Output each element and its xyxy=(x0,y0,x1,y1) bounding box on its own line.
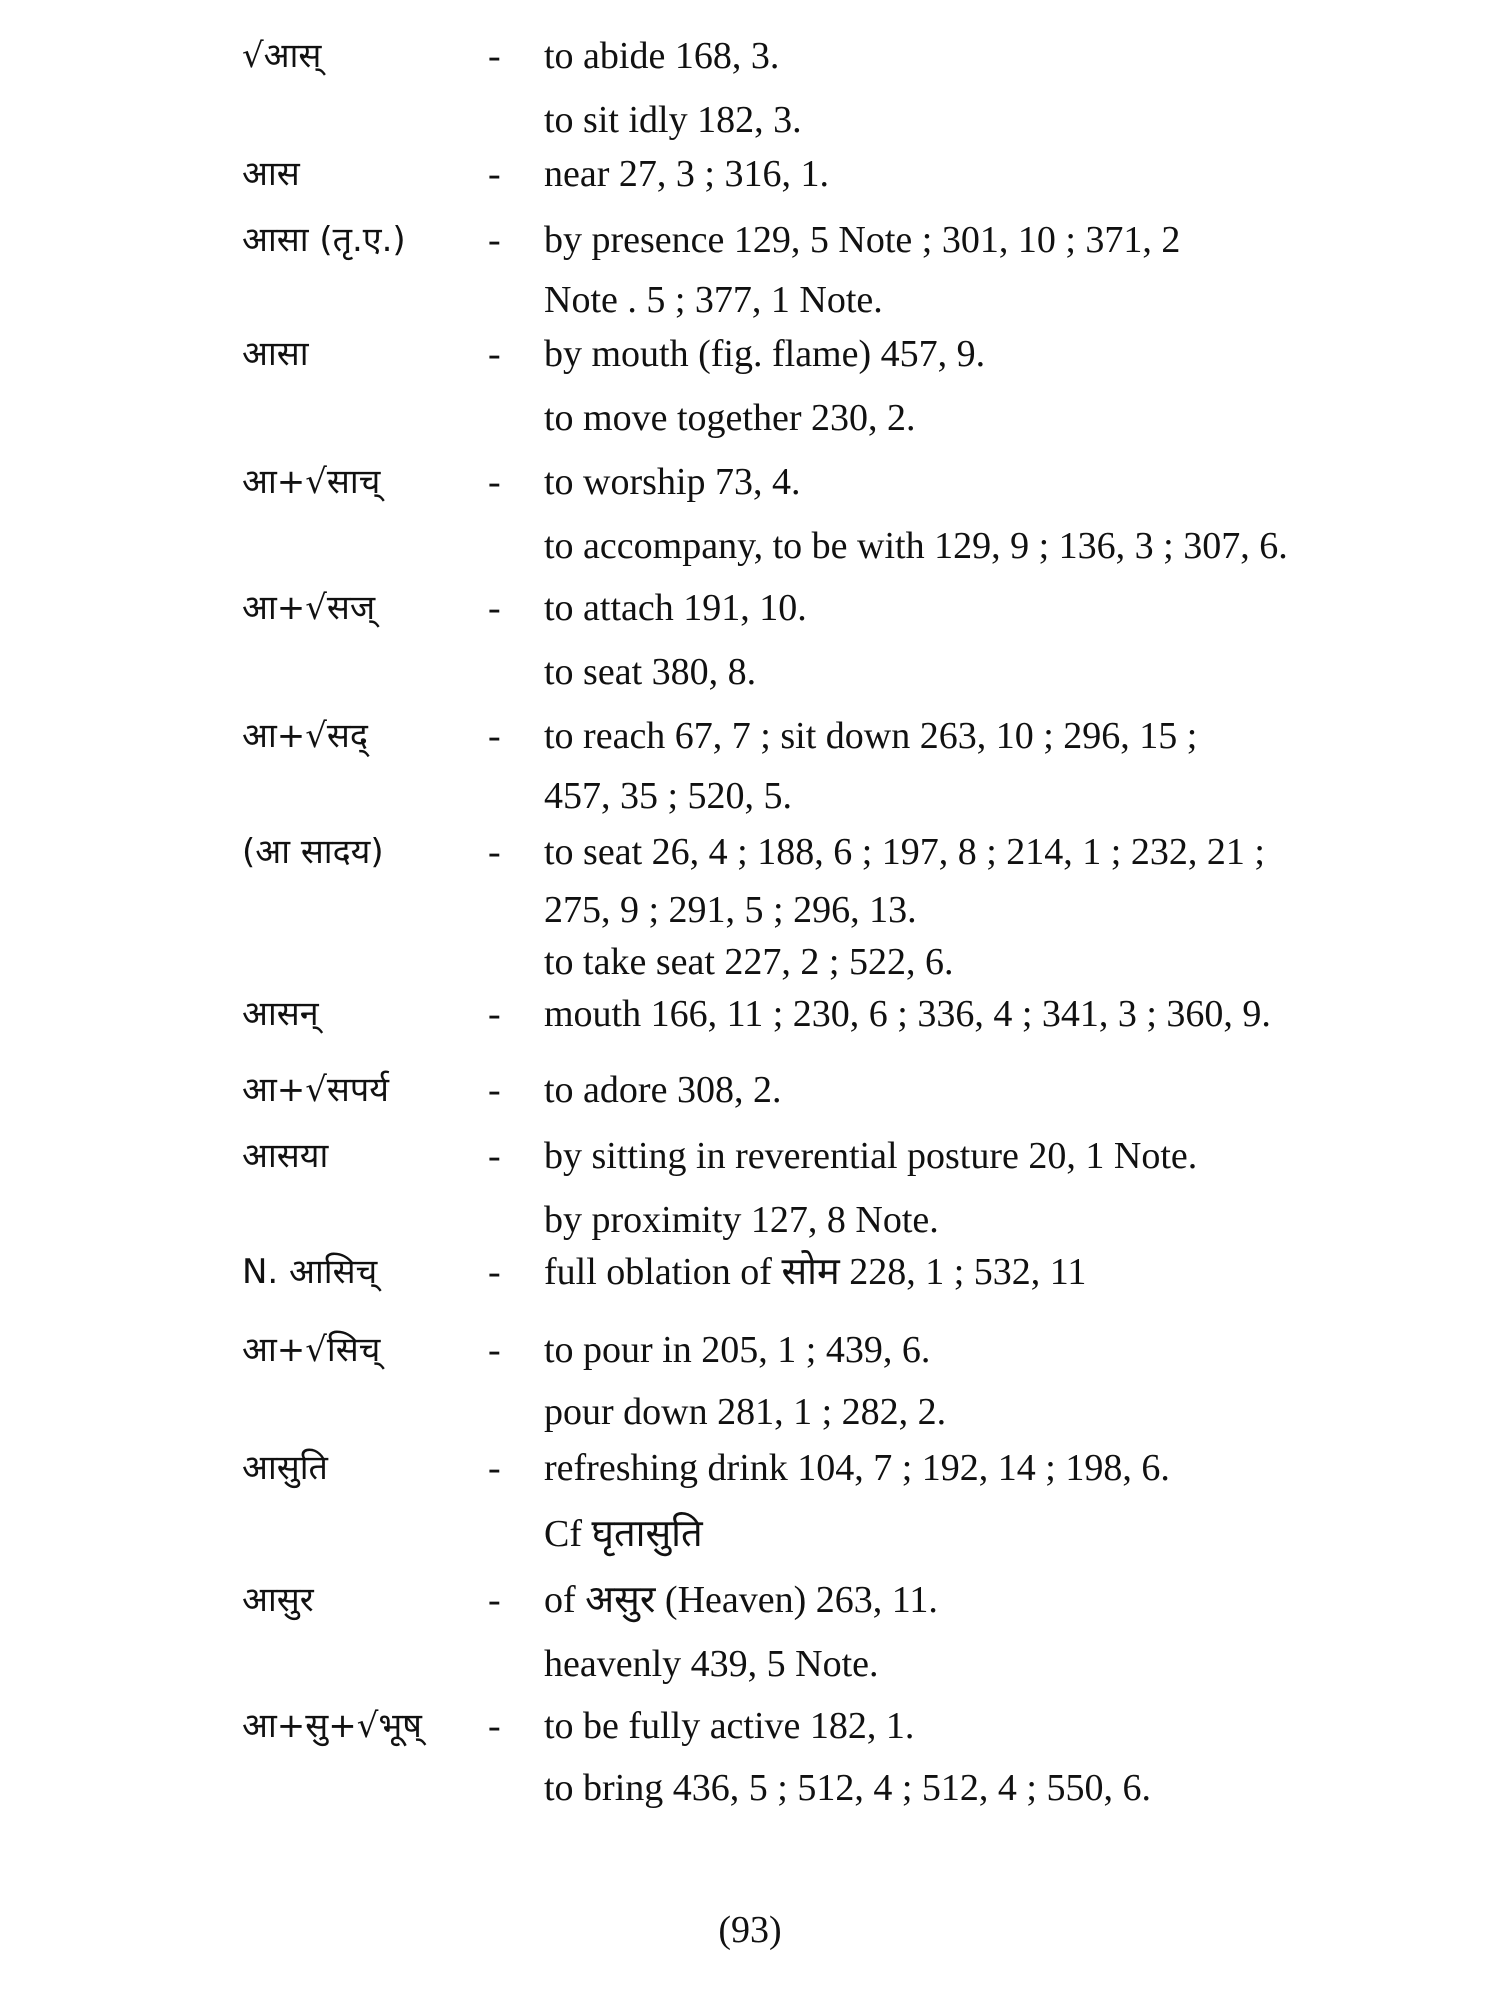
entry-sense: to worship 73, 4. xyxy=(544,461,801,503)
entry-sense: to accompany, to be with 129, 9 ; 136, 3 ; 307, 6. xyxy=(544,525,1288,567)
entry-dash: - xyxy=(488,831,501,873)
entry-dash: - xyxy=(488,1579,501,1621)
entry-sense: of असुर (Heaven) 263, 11. xyxy=(544,1579,938,1621)
entry-headword: आ+√सिच् xyxy=(242,1330,381,1370)
entry-sense: to bring 436, 5 ; 512, 4 ; 512, 4 ; 550, 6. xyxy=(544,1767,1151,1809)
entry-headword: आ+√सद् xyxy=(242,716,368,756)
entry-sense: Note . 5 ; 377, 1 Note. xyxy=(544,279,883,321)
entry-sense: heavenly 439, 5 Note. xyxy=(544,1643,879,1685)
entry-sense: to be fully active 182, 1. xyxy=(544,1705,915,1747)
entry-sense: Cf घृतासुति xyxy=(544,1513,703,1555)
entry-headword: आ+√साच् xyxy=(242,462,381,502)
entry-dash: - xyxy=(488,1329,501,1371)
entry-headword: N. आसिच् xyxy=(242,1252,378,1292)
entry-dash: - xyxy=(488,1069,501,1111)
entry-headword: आसुर xyxy=(242,1580,314,1620)
entry-dash: - xyxy=(488,219,501,261)
entry-sense: pour down 281, 1 ; 282, 2. xyxy=(544,1391,947,1433)
entry-dash: - xyxy=(488,153,501,195)
entry-headword: (आ सादय) xyxy=(242,832,384,872)
entry-sense: full oblation of सोम 228, 1 ; 532, 11 xyxy=(544,1251,1087,1293)
entry-headword: आसया xyxy=(242,1136,329,1176)
entry-dash: - xyxy=(488,333,501,375)
entry-sense: by mouth (fig. flame) 457, 9. xyxy=(544,333,986,375)
entry-sense: to adore 308, 2. xyxy=(544,1069,782,1111)
entry-sense: to seat 380, 8. xyxy=(544,651,757,693)
entry-headword: आसा (तृ.ए.) xyxy=(242,220,406,260)
entry-dash: - xyxy=(488,587,501,629)
entry-dash: - xyxy=(488,1135,501,1177)
entry-sense: by sitting in reverential posture 20, 1 Note. xyxy=(544,1135,1198,1177)
entry-headword: आ+√सज् xyxy=(242,588,376,628)
entry-dash: - xyxy=(488,461,501,503)
entry-headword: आस xyxy=(242,154,300,194)
entry-sense: by proximity 127, 8 Note. xyxy=(544,1199,939,1241)
entry-sense: refreshing drink 104, 7 ; 192, 14 ; 198, 6. xyxy=(544,1447,1170,1489)
entry-dash: - xyxy=(488,35,501,77)
page-number: (93) xyxy=(718,1909,782,1951)
entry-headword: आ+√सपर्य xyxy=(242,1070,389,1110)
entry-sense: near 27, 3 ; 316, 1. xyxy=(544,153,829,195)
entry-headword: आ+सु+√भूष् xyxy=(242,1706,422,1746)
entry-dash: - xyxy=(488,1251,501,1293)
entry-dash: - xyxy=(488,1447,501,1489)
entry-dash: - xyxy=(488,1705,501,1747)
entry-dash: - xyxy=(488,993,501,1035)
entry-sense: mouth 166, 11 ; 230, 6 ; 336, 4 ; 341, 3 ; 360, 9. xyxy=(544,993,1271,1035)
entry-sense: to abide 168, 3. xyxy=(544,35,780,77)
entry-sense: to move together 230, 2. xyxy=(544,397,916,439)
entry-sense: 275, 9 ; 291, 5 ; 296, 13. xyxy=(544,889,917,931)
entry-headword: आसन् xyxy=(242,994,319,1034)
entry-sense: by presence 129, 5 Note ; 301, 10 ; 371, 2 xyxy=(544,219,1181,261)
entry-sense: to sit idly 182, 3. xyxy=(544,99,802,141)
entry-headword: आसा xyxy=(242,334,309,374)
entry-sense: to attach 191, 10. xyxy=(544,587,807,629)
entry-sense: to seat 26, 4 ; 188, 6 ; 197, 8 ; 214, 1 ; 232, 21 ; xyxy=(544,831,1265,873)
entry-sense: to pour in 205, 1 ; 439, 6. xyxy=(544,1329,931,1371)
entry-sense: to reach 67, 7 ; sit down 263, 10 ; 296, 15 ; xyxy=(544,715,1198,757)
entry-headword: आसुति xyxy=(242,1448,328,1488)
entry-sense: 457, 35 ; 520, 5. xyxy=(544,775,793,817)
entry-headword: √आस् xyxy=(242,36,322,76)
entry-dash: - xyxy=(488,715,501,757)
entry-sense: to take seat 227, 2 ; 522, 6. xyxy=(544,941,954,983)
